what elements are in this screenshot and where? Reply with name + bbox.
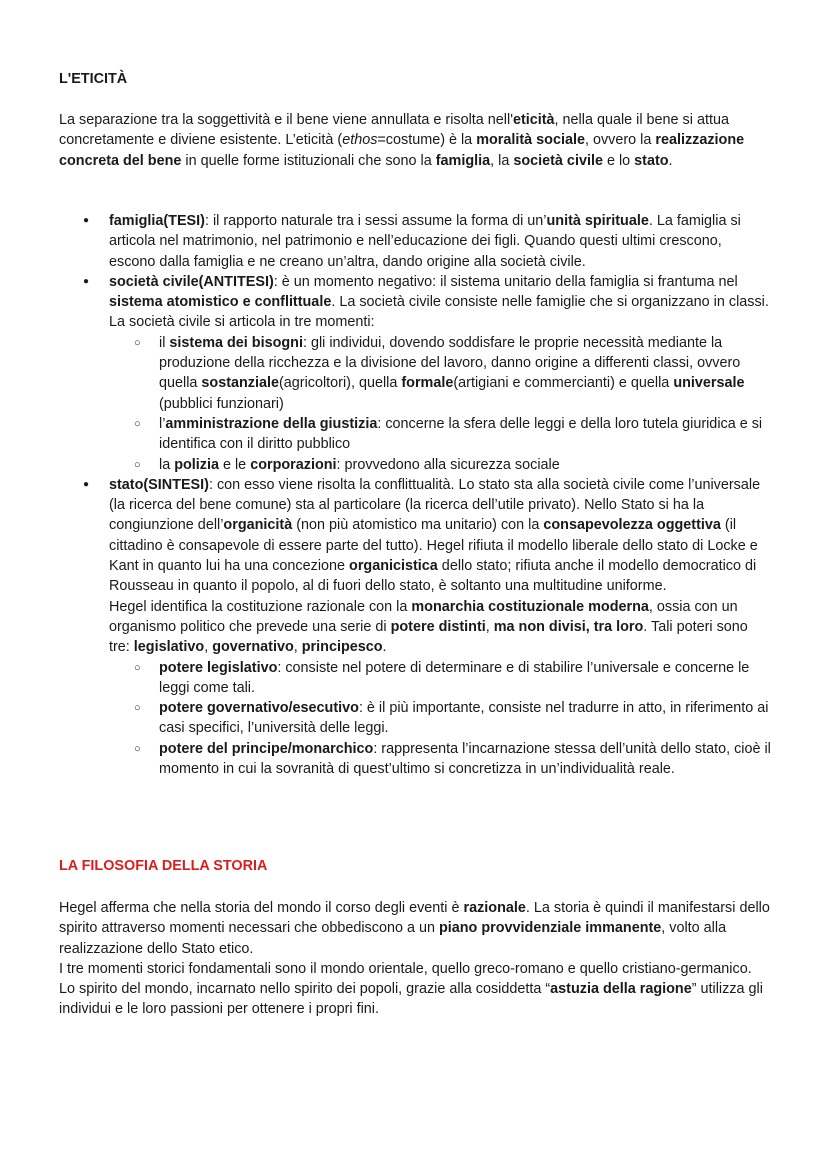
text-run: Lo spirito del mondo, incarnato nello spirito dei popoli, grazie alla cosiddetta “ — [59, 981, 551, 998]
sub-list — [59, 333, 771, 475]
text-run: . La società civile consiste nelle famiglie che si organizzano in classi. — [331, 294, 769, 311]
bold-term: monarchia costituzionale moderna — [411, 598, 649, 615]
bold-term: consapevolezza oggettiva — [543, 517, 721, 534]
sub-list-item — [59, 658, 771, 699]
eticita-list — [59, 211, 771, 779]
italic-term: ethos — [342, 132, 378, 149]
bold-term: famiglia — [435, 152, 491, 169]
list-item — [59, 211, 771, 272]
storia-paragraphs — [59, 898, 771, 1020]
text-run: (agricoltori), quella — [279, 375, 402, 392]
text-run: l’ — [159, 415, 166, 432]
bold-term: potere distinti — [390, 618, 486, 635]
bold-term: piano provvidenziale immanente — [438, 920, 662, 937]
text-run: , — [293, 639, 302, 656]
text-run: . Tali poteri sono tre: — [109, 618, 748, 656]
text-run: , volto alla realizzazione dello Stato etico. — [59, 920, 727, 957]
text-run: il — [159, 334, 170, 351]
bold-term: razionale — [463, 900, 526, 916]
section-title-filosofia-storia: LA FILOSOFIA DELLA STORIA — [59, 858, 268, 874]
text-run: Hegel identifica la costituzione razionale con la — [109, 598, 412, 615]
sub-list-item — [59, 698, 771, 739]
text-run: : è il più importante, consiste nel tradurre in atto, in riferimento ai casi specifici, l’università delle leggi. — [159, 700, 769, 737]
text-run: , nella quale il bene si attua concretamente e diviene esistente. L’eticità ( — [59, 112, 729, 149]
bold-term: corporazioni — [250, 456, 337, 473]
text-run: , — [485, 618, 494, 635]
bold-term: potere legislativo — [159, 659, 278, 676]
text-run: , ovvero la — [584, 132, 656, 149]
bold-term: eticità — [512, 112, 555, 128]
text-run: : con esso viene risolta la conflittualità. Lo stato sta alla società civile come l’universale (la ricerca del bene comune) sta al particolare (la ricerca dell’utile privato). Nello Stato si ha la congiunzione dell’ — [109, 476, 761, 534]
sub-list-item — [59, 333, 771, 414]
text-run: : consiste nel potere di determinare e di stabilire l’universale e concerne le leggi come tali. — [159, 659, 750, 696]
sub-list-item — [59, 414, 771, 455]
text-run: Hegel afferma che nella storia del mondo il corso degli eventi è — [59, 900, 464, 916]
bold-term: società civile — [513, 152, 603, 169]
text-run: . — [382, 639, 387, 656]
text-run: I tre momenti storici fondamentali sono il mondo orientale, quello greco-romano e quello cristiano-germanico. — [59, 960, 752, 977]
bold-term: società civile(ANTITESI) — [109, 273, 274, 290]
text-run: . La storia è quindi il manifestarsi dello spirito attraverso momenti necessari che obbediscono a un — [59, 900, 770, 937]
bold-term: principesco — [301, 639, 383, 656]
text-run: e lo — [602, 152, 635, 169]
intro-paragraph — [59, 110, 771, 171]
list-item — [59, 272, 771, 333]
text-run: : gli individui, dovendo soddisfare le proprie necessità mediante la produzione della ricchezza e la divisione del lavoro, danno origine a differenti classi, ovvero quella — [159, 334, 741, 392]
bold-term: sostanziale — [201, 375, 279, 392]
list-item-text — [109, 272, 771, 313]
section-title-eticita: L'ETICITÀ — [59, 71, 128, 87]
bold-term: legislativo — [133, 639, 205, 656]
storia-paragraph — [59, 959, 771, 979]
text-run: : provvedono alla sicurezza sociale — [336, 456, 560, 473]
text-run: (non più atomistico ma unitario) con la — [292, 517, 544, 534]
text-run: : concerne la sfera delle leggi e della loro tutela giuridica e si identifica con il diritto pubblico — [159, 415, 763, 453]
bold-term: stato(SINTESI) — [109, 476, 209, 493]
bold-term: moralità sociale — [476, 132, 585, 149]
sub-list-item — [59, 739, 771, 780]
text-run: dello stato; rifiuta anche il modello democratico di Rousseau in quanto il popolo, al di fuori dello stato, è soltanto una multitudine uniforme. — [109, 558, 757, 595]
bold-term: polizia — [174, 456, 219, 473]
text-run: La separazione tra la soggettività e il bene viene annullata e risolta nell' — [59, 112, 513, 128]
bold-term: stato — [634, 152, 669, 169]
list-item-paragraph — [109, 312, 771, 332]
text-run: (pubblici funzionari) — [159, 395, 284, 412]
bold-term: formale — [401, 375, 454, 392]
text-run: (il cittadino è consapevole di essere parte del tutto). Hegel rifiuta il modello liberale dello stato di Locke e Kant in quanto lui ha una concezione — [109, 517, 758, 575]
storia-paragraph — [59, 898, 771, 959]
text-run: : il rapporto naturale tra i sessi assume la forma di un’ — [204, 213, 547, 229]
list-item-text — [109, 211, 771, 272]
bold-term: amministrazione della giustizia — [165, 415, 378, 432]
bold-term: universale — [673, 375, 745, 392]
sub-list-item — [59, 455, 771, 475]
list-item-paragraph — [109, 597, 771, 658]
text-run: , — [204, 639, 213, 656]
bold-term: astuzia della ragione — [550, 981, 692, 998]
bold-term: governativo — [212, 639, 294, 656]
text-run: ” utilizza gli individui e le loro passioni per ottenere i propri fini. — [59, 981, 763, 1018]
bold-term: sistema atomistico e conflittuale — [109, 294, 332, 311]
text-run: , ossia con un organismo politico che prevede una serie di — [109, 598, 738, 635]
bold-term: ma non divisi, tra loro — [493, 618, 644, 635]
text-run: e le — [218, 456, 251, 473]
bold-term: organicità — [223, 517, 293, 534]
storia-paragraph — [59, 979, 771, 1020]
text-run: : è un momento negativo: il sistema unitario della famiglia si frantuma nel — [273, 273, 738, 290]
bold-term: unità spirituale — [546, 213, 649, 229]
bold-term: sistema dei bisogni — [169, 334, 303, 351]
text-run: in quelle forme istituzionali che sono la — [181, 152, 436, 169]
bold-term: potere del principe/monarchico — [159, 740, 374, 757]
text-run: =costume) è la — [377, 132, 477, 149]
text-run: . La famiglia si articola nel matrimonio, nel patrimonio e nell’educazione dei figli. Quando questi ultimi crescono, escono dalla famiglia e ne creano un’altra, dando origine alla società civile. — [109, 213, 741, 270]
bold-term: potere governativo/esecutivo — [159, 700, 359, 717]
text-run: (artigiani e commercianti) e quella — [453, 375, 674, 392]
text-run: La società civile si articola in tre momenti: — [109, 314, 375, 331]
text-run: . — [668, 152, 673, 169]
list-item-text — [109, 475, 771, 597]
bold-term: organicistica — [349, 558, 438, 575]
text-run: la — [159, 456, 175, 473]
text-run: , la — [490, 152, 514, 169]
sub-list — [59, 658, 771, 780]
bold-term: realizzazione concreta del bene — [59, 132, 745, 169]
text-run: : rappresenta l’incarnazione stessa dell’unità dello stato, cioè il momento in cui la sovranità di quest’ultimo si concretizza in un’individualità reale. — [159, 740, 771, 778]
bold-term: famiglia(TESI) — [109, 213, 205, 229]
list-item — [59, 475, 771, 658]
